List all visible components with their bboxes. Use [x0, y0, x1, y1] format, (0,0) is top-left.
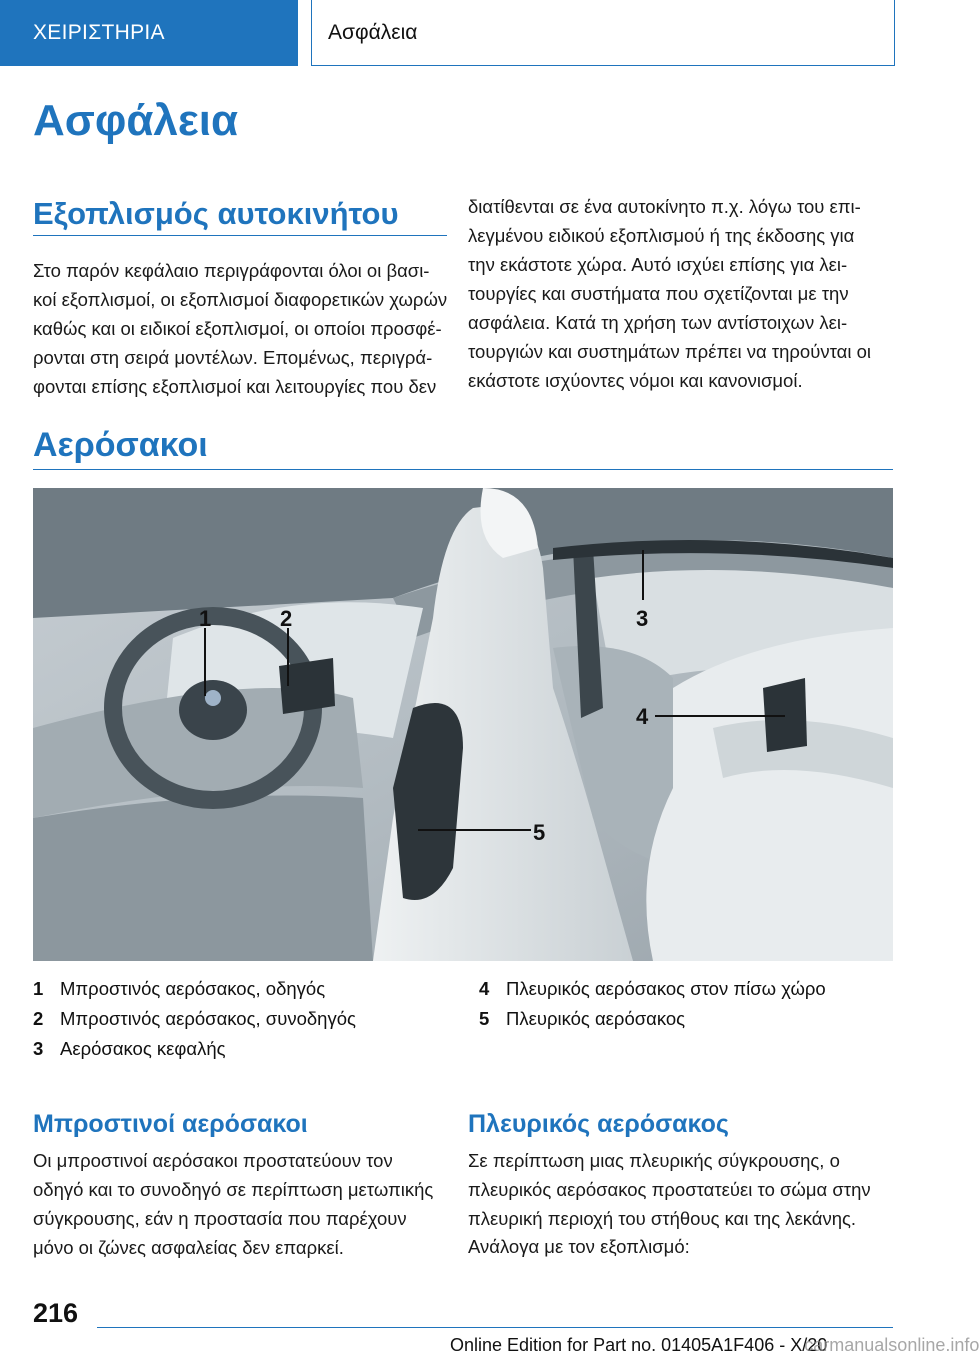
- front-airbags-heading: Μπροστινοί αερόσακοι: [33, 1110, 308, 1138]
- text-line: τουργίες και συστήματα που σχετίζονται με την: [468, 283, 849, 304]
- text-line: σύγκρουσης, εάν η προστασία που παρέχουν: [33, 1208, 407, 1229]
- airbags-heading-rule: [33, 469, 893, 470]
- legend-number: 3: [33, 1038, 44, 1059]
- text-line: Στο παρόν κεφάλαιο περιγράφονται όλοι οι βασι‐: [33, 260, 430, 281]
- text-line: πλευρική περιοχή του στήθους και της λεκάνης.: [468, 1208, 857, 1229]
- callout-5: 5: [533, 820, 546, 845]
- legend-item: [33, 1034, 356, 1064]
- legend-text: Μπροστινός αερόσακος, οδηγός: [60, 978, 326, 999]
- legend-number: 5: [479, 1008, 490, 1029]
- callout-1: 1: [199, 606, 212, 631]
- equipment-text-col2: [468, 192, 893, 395]
- footer-edition: [450, 1335, 979, 1356]
- text-line: λεγμένου ειδικού εξοπλισμού ή της έκδοσης για: [468, 225, 855, 246]
- legend-text: Πλευρικός αερόσακος στον πίσω χώρο: [506, 978, 826, 999]
- airbag-locations-illustration: [33, 488, 893, 961]
- text-line: κοί εξοπλισμοί, οι εξοπλισμοί διαφορετικών χωρών: [33, 289, 448, 310]
- chapter-tab[interactable]: ΧΕΙΡΙΣΤΗΡΙΑ: [0, 0, 298, 66]
- legend-text: Πλευρικός αερόσακος: [506, 1008, 686, 1029]
- legend-item: [33, 1004, 356, 1034]
- legend-text: Αερόσακος κεφαλής: [60, 1038, 226, 1059]
- legend-item: [479, 1004, 826, 1034]
- page-number: 216: [33, 1298, 79, 1328]
- watermark-text: carmanualsonline.info: [804, 1335, 979, 1355]
- callout-3: 3: [636, 606, 649, 631]
- text-line: οδηγό και το συνοδηγό σε περίπτωση μετωπικής: [33, 1179, 434, 1200]
- page-header: [0, 0, 960, 66]
- text-line: ασφάλεια. Κατά τη χρήση των αντίστοιχων λει‐: [468, 312, 848, 333]
- text-line: φονται επίσης εξοπλισμοί και λειτουργίες που δεν: [33, 376, 437, 397]
- callout-4: 4: [636, 704, 649, 729]
- text-line: καθώς και οι ειδικοί εξοπλισμοί, οι οποίοι προσφέ‐: [33, 318, 442, 339]
- text-line: μόνο οι ζώνες ασφαλείας δεν επαρκεί.: [33, 1237, 344, 1258]
- equipment-heading: Εξοπλισμός αυτοκινήτου: [33, 196, 399, 231]
- text-line: τουργιών και συστημάτων πρέπει να τηρούνται οι: [468, 341, 871, 362]
- equipment-heading-rule: [33, 235, 447, 236]
- text-line: ρονται στη σειρά μοντέλων. Επομένως, περιγρά‐: [33, 347, 433, 368]
- legend-left: [33, 974, 356, 1064]
- text-line: Οι μπροστινοί αερόσακοι προστατεύουν τον: [33, 1150, 393, 1171]
- callout-2: 2: [280, 606, 293, 631]
- edition-text: Online Edition for Part no. 01405A1F406 - X/20: [450, 1335, 828, 1355]
- front-airbags-text: [33, 1146, 463, 1262]
- text-line: Σε περίπτωση μιας πλευρικής σύγκρουσης, ο: [468, 1150, 840, 1171]
- legend-item: [479, 974, 826, 1004]
- legend-number: 2: [33, 1008, 44, 1029]
- text-line: διατίθενται σε ένα αυτοκίνητο π.χ. λόγω του επι‐: [468, 196, 861, 217]
- section-tab[interactable]: Ασφάλεια: [311, 0, 895, 66]
- equipment-text-col1: [33, 256, 453, 401]
- legend-text: Μπροστινός αερόσακος, συνοδηγός: [60, 1008, 356, 1029]
- legend-number: 4: [479, 978, 490, 999]
- legend-number: 1: [33, 978, 44, 999]
- text-line: την εκάστοτε χώρα. Αυτό ισχύει επίσης για λει‐: [468, 254, 848, 275]
- airbags-heading: Αερόσακοι: [33, 426, 208, 464]
- side-airbag-heading: Πλευρικός αερόσακος: [468, 1110, 729, 1138]
- side-airbag-text-2: Ανάλογα με τον εξοπλισμό:: [468, 1236, 690, 1257]
- page-title: Ασφάλεια: [33, 96, 239, 145]
- legend-right: [479, 974, 826, 1034]
- text-line: πλευρικός αερόσακος προστατεύει το σώμα στην: [468, 1179, 871, 1200]
- side-airbag-text: [468, 1146, 898, 1233]
- footer-rule: [97, 1327, 893, 1328]
- legend-item: [33, 974, 356, 1004]
- text-line: εκάστοτε ισχύοντες νόμοι και κανονισμοί.: [468, 370, 803, 391]
